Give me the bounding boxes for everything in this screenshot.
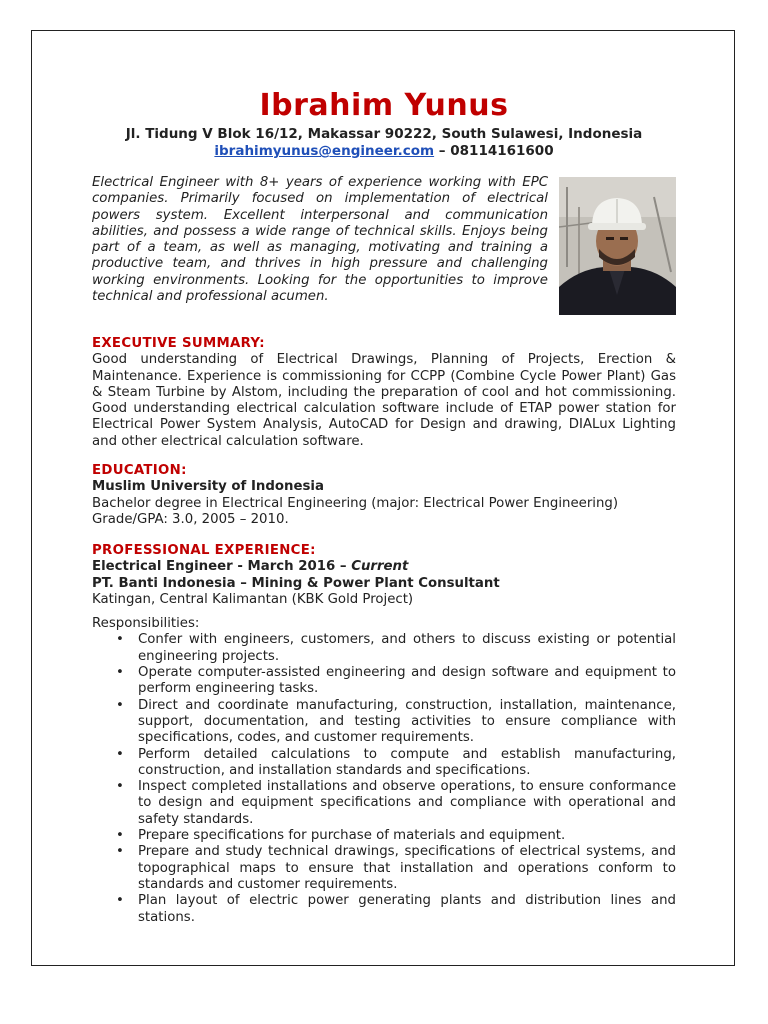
job-company: PT. Banti Indonesia – Mining & Power Plant Consultant	[92, 575, 500, 591]
list-item-text: Direct and coordinate manufacturing, construction, installation, maintenance, support, documentation, and testing activities to ensure compliance with specifications, codes, and customer requirements.	[138, 697, 676, 746]
executive-summary-section	[92, 336, 676, 450]
education-title: EDUCATION:	[92, 463, 187, 478]
bullet-icon: •	[116, 632, 124, 648]
education-degree: Bachelor degree in Electrical Engineering (major: Electrical Power Engineering)	[92, 495, 619, 511]
job-role-current: Current	[351, 559, 409, 575]
bullet-icon: •	[116, 779, 124, 795]
list-item-text: Operate computer-assisted engineering and design software and equipment to perform engineering tasks.	[138, 665, 676, 697]
bullet-icon: •	[116, 665, 124, 681]
list-item	[92, 828, 676, 844]
experience-title: PROFESSIONAL EXPERIENCE:	[92, 543, 316, 558]
list-item	[92, 747, 676, 780]
list-item	[92, 779, 676, 828]
list-item	[92, 632, 676, 665]
list-item-text: Prepare and study technical drawings, specifications of electrical systems, and topographical maps to ensure that installation and operations conform to standards and customer requirements.	[138, 844, 676, 892]
profile-photo	[559, 177, 676, 315]
list-item	[92, 665, 676, 698]
phone-number: 08114161600	[450, 143, 554, 159]
bullet-icon: •	[116, 697, 124, 713]
education-section	[92, 463, 676, 528]
job-role	[92, 559, 676, 575]
list-item	[92, 844, 676, 893]
contact-separator: –	[434, 143, 451, 159]
email-link[interactable]: ibrahimyunus@engineer.com	[214, 143, 435, 159]
resume-header	[0, 86, 768, 160]
candidate-name: Ibrahim Yunus	[259, 88, 509, 123]
bullet-icon: •	[116, 746, 124, 762]
bullet-icon: •	[116, 828, 124, 844]
list-item-text: Perform detailed calculations to compute and establish manufacturing, construction, and installation standards and specifications.	[138, 746, 676, 778]
experience-section	[92, 543, 676, 926]
education-grade: Grade/GPA: 3.0, 2005 – 2010.	[92, 511, 289, 527]
profile-summary: Electrical Engineer with 8+ years of experience working with EPC companies. Primarily focused on implementation of electrical powers system. Excellent interpersonal and communication abilities, and possess a wide range of technical skills. Enjoys being part of a team, as well as managing, motivating and training a productive team, and thrives in high pressure and challenging working environments. Looking for the opportunities to improve technical and professional acumen.	[92, 175, 548, 305]
list-item	[92, 893, 676, 926]
bullet-icon: •	[116, 844, 124, 860]
address-line: Jl. Tidung V Blok 16/12, Makassar 90222, South Sulawesi, Indonesia	[125, 126, 643, 142]
list-item-text: Prepare specifications for purchase of materials and equipment.	[138, 828, 566, 844]
responsibilities-label: Responsibilities:	[92, 616, 200, 632]
executive-summary-text: Good understanding of Electrical Drawings, Planning of Projects, Erection & Maintenance. Experience is commissioning for CCPP (Combine Cycle Power Plant) Gas & Steam Turbine by Alstom, including the preparation of cool and hot commissioning. Good understanding electrical calculation software include of ETAP power station for Electrical Power System Analysis, AutoCAD for Design and drawing, DIALux Lighting and other electrical calculation software.	[92, 352, 676, 449]
bullet-icon: •	[116, 893, 124, 909]
list-item	[92, 698, 676, 747]
list-item-text: Inspect completed installations and observe operations, to ensure conformance to design and equipment specifications and compliance with operational and safety standards.	[138, 779, 676, 827]
list-item-text: Plan layout of electric power generating plants and distribution lines and stations.	[138, 893, 676, 925]
job-location: Katingan, Central Kalimantan (KBK Gold Project)	[92, 591, 414, 607]
responsibilities-list	[92, 632, 676, 925]
profile-photo-image	[559, 177, 676, 315]
list-item-text: Confer with engineers, customers, and others to discuss existing or potential engineering projects.	[138, 632, 676, 664]
job-role-dates: Electrical Engineer - March 2016 –	[92, 559, 352, 575]
executive-summary-title: EXECUTIVE SUMMARY:	[92, 336, 265, 351]
education-institution: Muslim University of Indonesia	[92, 479, 324, 495]
contact-line	[0, 143, 768, 160]
